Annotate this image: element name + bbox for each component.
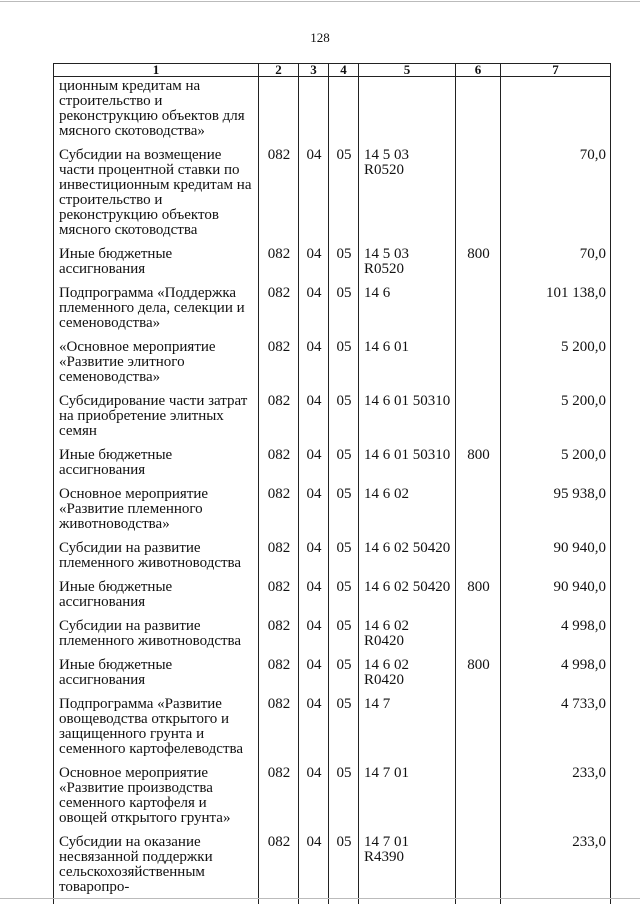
header-col-5: 5 — [359, 64, 456, 77]
expense-type-code-cell: 800 — [456, 448, 501, 487]
subsection-code-cell — [329, 77, 359, 149]
target-article-code-cell: 14 5 03 R0520 — [359, 148, 456, 247]
header-col-4: 4 — [329, 64, 359, 77]
admin-code-cell: 082 — [259, 580, 299, 619]
table-row — [54, 619, 611, 658]
section-code-cell: 04 — [299, 697, 329, 766]
amount-cell: 233,0 — [501, 835, 611, 904]
table-row — [54, 286, 611, 340]
amount-cell: 4 998,0 — [501, 619, 611, 658]
target-article-code-cell: 14 6 02 — [359, 487, 456, 541]
section-code-cell: 04 — [299, 286, 329, 340]
table-row — [54, 580, 611, 619]
table-row — [54, 340, 611, 394]
table-row — [54, 766, 611, 835]
section-code-cell: 04 — [299, 619, 329, 658]
section-code-cell: 04 — [299, 487, 329, 541]
expense-type-code-cell — [456, 77, 501, 149]
target-article-code-cell: 14 6 01 50310 — [359, 394, 456, 448]
page-number: 128 — [310, 30, 330, 45]
expense-type-code-cell — [456, 487, 501, 541]
subsection-code-cell: 05 — [329, 394, 359, 448]
table-row — [54, 247, 611, 286]
amount-cell — [501, 77, 611, 149]
table-row — [54, 77, 611, 149]
target-article-code-cell: 14 6 01 50310 — [359, 448, 456, 487]
item-name-cell: Иные бюджетные ассигнования — [54, 658, 259, 697]
admin-code-cell: 082 — [259, 448, 299, 487]
expense-type-code-cell — [456, 541, 501, 580]
budget-table — [53, 63, 611, 904]
amount-cell: 70,0 — [501, 247, 611, 286]
item-name-cell: Подпрограмма «Поддержка племенного дела, селекции и семеноводства» — [54, 286, 259, 340]
amount-cell: 5 200,0 — [501, 394, 611, 448]
section-code-cell: 04 — [299, 541, 329, 580]
target-article-code-cell: 14 5 03 R0520 — [359, 247, 456, 286]
admin-code-cell: 082 — [259, 619, 299, 658]
section-code-cell: 04 — [299, 148, 329, 247]
item-name-cell: ционным кредитам на строительство и реконструкцию объектов для мясного скотоводства» — [54, 77, 259, 149]
admin-code-cell: 082 — [259, 148, 299, 247]
table-row — [54, 487, 611, 541]
section-code-cell: 04 — [299, 766, 329, 835]
subsection-code-cell: 05 — [329, 448, 359, 487]
subsection-code-cell: 05 — [329, 766, 359, 835]
expense-type-code-cell — [456, 766, 501, 835]
item-name-cell: Основное мероприятие «Развитие производства семенного картофеля и овощей открытого грунта» — [54, 766, 259, 835]
subsection-code-cell: 05 — [329, 619, 359, 658]
header-col-6: 6 — [456, 64, 501, 77]
target-article-code-cell: 14 7 — [359, 697, 456, 766]
subsection-code-cell: 05 — [329, 580, 359, 619]
expense-type-code-cell — [456, 697, 501, 766]
admin-code-cell — [259, 77, 299, 149]
section-code-cell: 04 — [299, 658, 329, 697]
header-row — [54, 64, 611, 77]
expense-type-code-cell: 800 — [456, 580, 501, 619]
target-article-code-cell: 14 6 — [359, 286, 456, 340]
subsection-code-cell: 05 — [329, 541, 359, 580]
admin-code-cell: 082 — [259, 286, 299, 340]
admin-code-cell: 082 — [259, 541, 299, 580]
amount-cell: 233,0 — [501, 766, 611, 835]
target-article-code-cell: 14 6 01 — [359, 340, 456, 394]
expense-type-code-cell — [456, 394, 501, 448]
admin-code-cell: 082 — [259, 247, 299, 286]
table-row — [54, 394, 611, 448]
subsection-code-cell: 05 — [329, 286, 359, 340]
expense-type-code-cell: 800 — [456, 658, 501, 697]
item-name-cell: Подпрограмма «Развитие овощеводства открытого и защищенного грунта и семенного картофелеводства — [54, 697, 259, 766]
section-code-cell: 04 — [299, 340, 329, 394]
target-article-code-cell: 14 7 01 — [359, 766, 456, 835]
amount-cell: 5 200,0 — [501, 448, 611, 487]
target-article-code-cell: 14 6 02 R0420 — [359, 619, 456, 658]
amount-cell: 101 138,0 — [501, 286, 611, 340]
scan-edge-top — [0, 1, 640, 2]
subsection-code-cell: 05 — [329, 697, 359, 766]
table-row — [54, 148, 611, 247]
expense-type-code-cell — [456, 619, 501, 658]
table-row — [54, 835, 611, 904]
table-row — [54, 448, 611, 487]
subsection-code-cell: 05 — [329, 487, 359, 541]
admin-code-cell: 082 — [259, 340, 299, 394]
section-code-cell: 04 — [299, 580, 329, 619]
header-col-2: 2 — [259, 64, 299, 77]
header-col-7: 7 — [501, 64, 611, 77]
amount-cell: 90 940,0 — [501, 541, 611, 580]
item-name-cell: Основное мероприятие «Развитие племенного животноводства» — [54, 487, 259, 541]
expense-type-code-cell — [456, 340, 501, 394]
amount-cell: 90 940,0 — [501, 580, 611, 619]
item-name-cell: Субсидирование части затрат на приобретение элитных семян — [54, 394, 259, 448]
amount-cell: 5 200,0 — [501, 340, 611, 394]
subsection-code-cell: 05 — [329, 835, 359, 904]
subsection-code-cell: 05 — [329, 340, 359, 394]
item-name-cell: Иные бюджетные ассигнования — [54, 448, 259, 487]
target-article-code-cell — [359, 77, 456, 149]
target-article-code-cell: 14 6 02 R0420 — [359, 658, 456, 697]
target-article-code-cell: 14 6 02 50420 — [359, 580, 456, 619]
amount-cell: 95 938,0 — [501, 487, 611, 541]
section-code-cell: 04 — [299, 448, 329, 487]
admin-code-cell: 082 — [259, 487, 299, 541]
header-col-1: 1 — [54, 64, 259, 77]
header-col-3: 3 — [299, 64, 329, 77]
subsection-code-cell: 05 — [329, 658, 359, 697]
item-name-cell: Субсидии на возмещение части процентной ставки по инвестиционным кредитам на строительство и реконструкцию объектов мясного скотоводства — [54, 148, 259, 247]
item-name-cell: Субсидии на развитие племенного животноводства — [54, 619, 259, 658]
target-article-code-cell: 14 7 01 R4390 — [359, 835, 456, 904]
item-name-cell: Субсидии на оказание несвязанной поддержки сельскохозяйственным товаропро- — [54, 835, 259, 904]
subsection-code-cell: 05 — [329, 247, 359, 286]
section-code-cell — [299, 77, 329, 149]
admin-code-cell: 082 — [259, 835, 299, 904]
table-row — [54, 541, 611, 580]
item-name-cell: «Основное мероприятие «Развитие элитного семеноводства» — [54, 340, 259, 394]
admin-code-cell: 082 — [259, 766, 299, 835]
item-name-cell: Иные бюджетные ассигнования — [54, 580, 259, 619]
amount-cell: 70,0 — [501, 148, 611, 247]
table-row — [54, 658, 611, 697]
section-code-cell: 04 — [299, 394, 329, 448]
expense-type-code-cell — [456, 148, 501, 247]
scan-edge-bottom — [0, 898, 640, 899]
item-name-cell: Субсидии на развитие племенного животноводства — [54, 541, 259, 580]
admin-code-cell: 082 — [259, 394, 299, 448]
expense-type-code-cell — [456, 286, 501, 340]
amount-cell: 4 733,0 — [501, 697, 611, 766]
target-article-code-cell: 14 6 02 50420 — [359, 541, 456, 580]
section-code-cell: 04 — [299, 247, 329, 286]
section-code-cell: 04 — [299, 835, 329, 904]
admin-code-cell: 082 — [259, 658, 299, 697]
expense-type-code-cell: 800 — [456, 247, 501, 286]
amount-cell: 4 998,0 — [501, 658, 611, 697]
item-name-cell: Иные бюджетные ассигнования — [54, 247, 259, 286]
subsection-code-cell: 05 — [329, 148, 359, 247]
table-row — [54, 697, 611, 766]
admin-code-cell: 082 — [259, 697, 299, 766]
table-body — [54, 77, 611, 905]
expense-type-code-cell — [456, 835, 501, 904]
